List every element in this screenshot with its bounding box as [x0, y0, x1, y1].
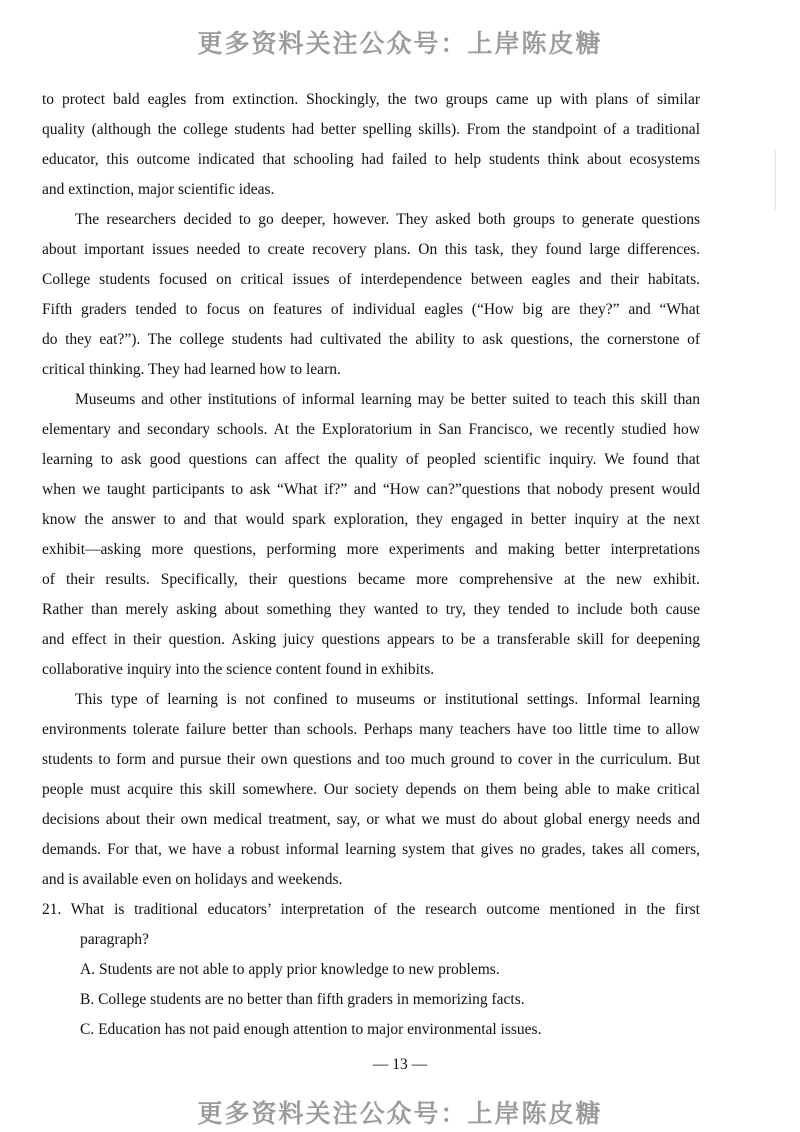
scan-edge	[775, 150, 776, 210]
option-c: C. Education has not paid enough attention to major environmental issues.	[80, 1021, 542, 1038]
paragraph-line: The researchers decided to go deeper, however. They asked both groups to generate questions	[75, 211, 700, 228]
paragraph-line: environments tolerate failure better than schools. Perhaps many teachers have too little time to allow	[42, 721, 700, 738]
paragraph-line: educator, this outcome indicated that schooling had failed to help students think about ecosystems	[42, 151, 700, 168]
paragraph-line: demands. For that, we have a robust informal learning system that gives no grades, takes all comers,	[42, 841, 700, 858]
passage	[42, 85, 700, 895]
paragraph	[42, 685, 700, 895]
page-number: — 13 —	[372, 1056, 428, 1073]
paragraph-line: This type of learning is not confined to museums or institutional settings. Informal learning	[75, 691, 700, 708]
paragraph-line: when we taught participants to ask “What if?” and “How can?”questions that nobody present would	[42, 481, 700, 498]
paragraph-line: Rather than merely asking about something they wanted to try, they tended to include both cause	[42, 601, 700, 618]
paragraph-line: quality (although the college students had better spelling skills). From the standpoint of a traditional	[42, 121, 700, 138]
paragraph	[42, 385, 700, 685]
paragraph-line: of their results. Specifically, their questions became more comprehensive at the new exhibit.	[42, 571, 700, 588]
paragraph-line: about important issues needed to create recovery plans. On this task, they found large differences.	[42, 241, 700, 258]
option-a: A. Students are not able to apply prior knowledge to new problems.	[80, 961, 500, 978]
paragraph-line: College students focused on critical issues of interdependence between eagles and their habitats.	[42, 271, 700, 288]
paragraph-line: learning to ask good questions can affect the quality of peopled scientific inquiry. We found that	[42, 451, 700, 468]
watermark-bottom: 更多资料关注公众号：上岸陈皮糖	[197, 1099, 603, 1128]
document-body	[42, 85, 700, 1045]
paragraph-line: collaborative inquiry into the science content found in exhibits.	[42, 661, 435, 678]
paragraph-line: Fifth graders tended to focus on features of individual eagles (“How big are they?” and “What	[42, 301, 700, 318]
question-21-stem-continued: paragraph?	[80, 931, 149, 948]
paragraph-line: do they eat?”). The college students had cultivated the ability to ask questions, the cornerstone of	[42, 331, 700, 348]
paragraph	[42, 205, 700, 385]
paragraph-line: people must acquire this skill somewhere. Our society depends on them being able to make critical	[42, 781, 700, 798]
paragraph-line: Museums and other institutions of informal learning may be better suited to teach this skill than	[75, 391, 700, 408]
paragraph-line: and extinction, major scientific ideas.	[42, 181, 275, 198]
paragraph-line: elementary and secondary schools. At the Exploratorium in San Francisco, we recently studied how	[42, 421, 700, 438]
paragraph-line: students to form and pursue their own questions and too much ground to cover in the curriculum. But	[42, 751, 700, 768]
paragraph-line: critical thinking. They had learned how to learn.	[42, 361, 341, 378]
paragraph-line: know the answer to and that would spark exploration, they engaged in better inquiry at the next	[42, 511, 700, 528]
paragraph-line: to protect bald eagles from extinction. Shockingly, the two groups came up with plans of similar	[42, 91, 700, 108]
watermark-top: 更多资料关注公众号：上岸陈皮糖	[197, 29, 603, 58]
paragraph-line: and effect in their question. Asking juicy questions appears to be a transferable skill for deepening	[42, 631, 700, 648]
paragraph-line: and is available even on holidays and weekends.	[42, 871, 343, 888]
paragraph	[42, 85, 700, 205]
paragraph-line: exhibit—asking more questions, performing more experiments and making better interpretations	[42, 541, 700, 558]
option-b: B. College students are no better than fifth graders in memorizing facts.	[80, 991, 525, 1008]
paragraph-line: decisions about their own medical treatment, say, or what we must do about global energy needs and	[42, 811, 700, 828]
question-21-stem: 21. What is traditional educators’ interpretation of the research outcome mentioned in the first	[42, 901, 700, 918]
